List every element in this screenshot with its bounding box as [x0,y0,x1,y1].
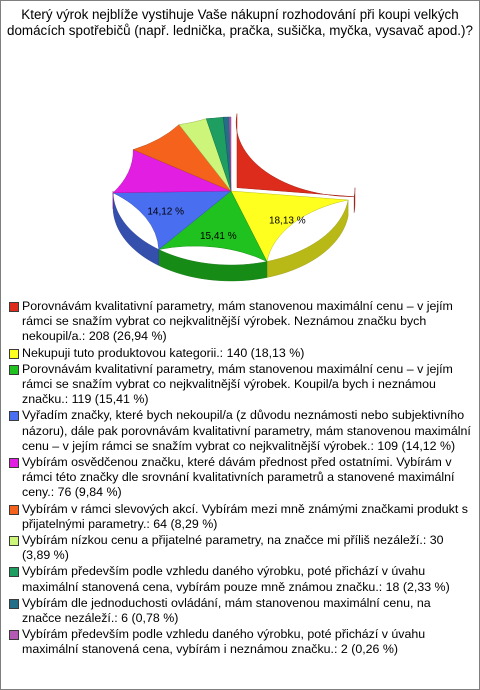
legend-item-8 [9,564,471,594]
legend-label: Vyřadím značky, které bych nekoupil/a (z důvodu neznámosti nebo subjektivního názoru), dále pak porovnávám kvalitativní parametry, mám stanovenou maximální cenu – v jejím rámci se snažím vybrat co nejkvalitnější výrobek.: 109 (14,12 %) [22,408,471,453]
legend-item-2 [9,346,471,361]
pie-data-label-1: 26,94 % [273,152,311,164]
legend-item-1 [9,299,471,345]
pie-side-1 [354,188,355,213]
legend-item-7 [9,533,471,563]
chart-title: Který výrok nejblíže vystihuje Vaše nákupní rozhodování při koupi velkých domácích spotřebičů (např. lednička, pračka, sušička, myčka, vysavač apod.)? [7,7,473,38]
legend-swatch [9,349,19,359]
legend-label: Nekupuji tuto produktovou kategorii.: 140 (18,13 %) [22,345,305,360]
legend-swatch [9,536,19,546]
legend-swatch [9,458,19,468]
pie-data-label-4: 14,12 % [147,206,185,218]
chart-legend [9,299,471,659]
legend-item-10 [9,627,471,657]
legend-label: Vybírám osvědčenou značku, které dávám přednost před ostatními. Vybírám v rámci této značky dle srovnání kvalitativních parametrů a stanovené maximální ceny.: 76 (9,84 %) [22,455,455,500]
legend-swatch [9,567,19,577]
legend-label: Vybírám nízkou cenu a přijatelné parametry, na značce mi příliš nezáleží.: 30 (3,89 %) [22,533,444,563]
legend-label: Vybírám především podle vzhledu daného výrobku, poté přichází v úvahu maximální stanovená cena, vybírám i neznámou značku.: 2 (0,26 %) [22,627,426,657]
legend-swatch [9,302,19,312]
pie-chart [1,1,479,291]
legend-item-5 [9,455,471,501]
legend-label: Vybírám v rámci slevových akcí. Vybírám mezi mně známými značkami produkt s přijatelnými parametry.: 64 (8,29 %) [22,501,468,531]
legend-swatch [9,630,19,640]
legend-swatch [9,505,19,515]
legend-swatch [9,411,19,421]
legend-label: Porovnávám kvalitativní parametry, mám stanovenou maximální cenu – v jejím rámci se snažím vybrat co nejkvalitnější výrobek. Koupil/a bych i neznámou značku.: 119 (15,41 %) [22,361,453,407]
legend-label: Porovnávám kvalitativní parametry, mám stanovenou maximální cenu – v jejím rámci se snažím vybrat co nejkvalitnější výrobek. Neznámou značku bych nekoupil/a.: 208 (26,94 %) [22,299,453,344]
legend-item-9 [9,596,471,626]
pie-data-label-2: 18,13 % [268,215,306,227]
legend-swatch [9,599,19,609]
legend-label: Vybírám dle jednoduchosti ovládání, mám stanovenou maximální cenu, na značce nezáleží.: 6 (0,78 %) [22,595,431,626]
legend-item-6 [9,502,471,532]
pie-data-label-3: 15,41 % [199,231,237,243]
legend-swatch [9,365,19,375]
legend-label: Vybírám především podle vzhledu daného výrobku, poté přichází v úvahu maximální stanovená cena, vybírám pouze mně známou značku.: 18 (2,33 %) [22,564,450,594]
legend-item-3 [9,362,471,408]
legend-item-4 [9,408,471,454]
